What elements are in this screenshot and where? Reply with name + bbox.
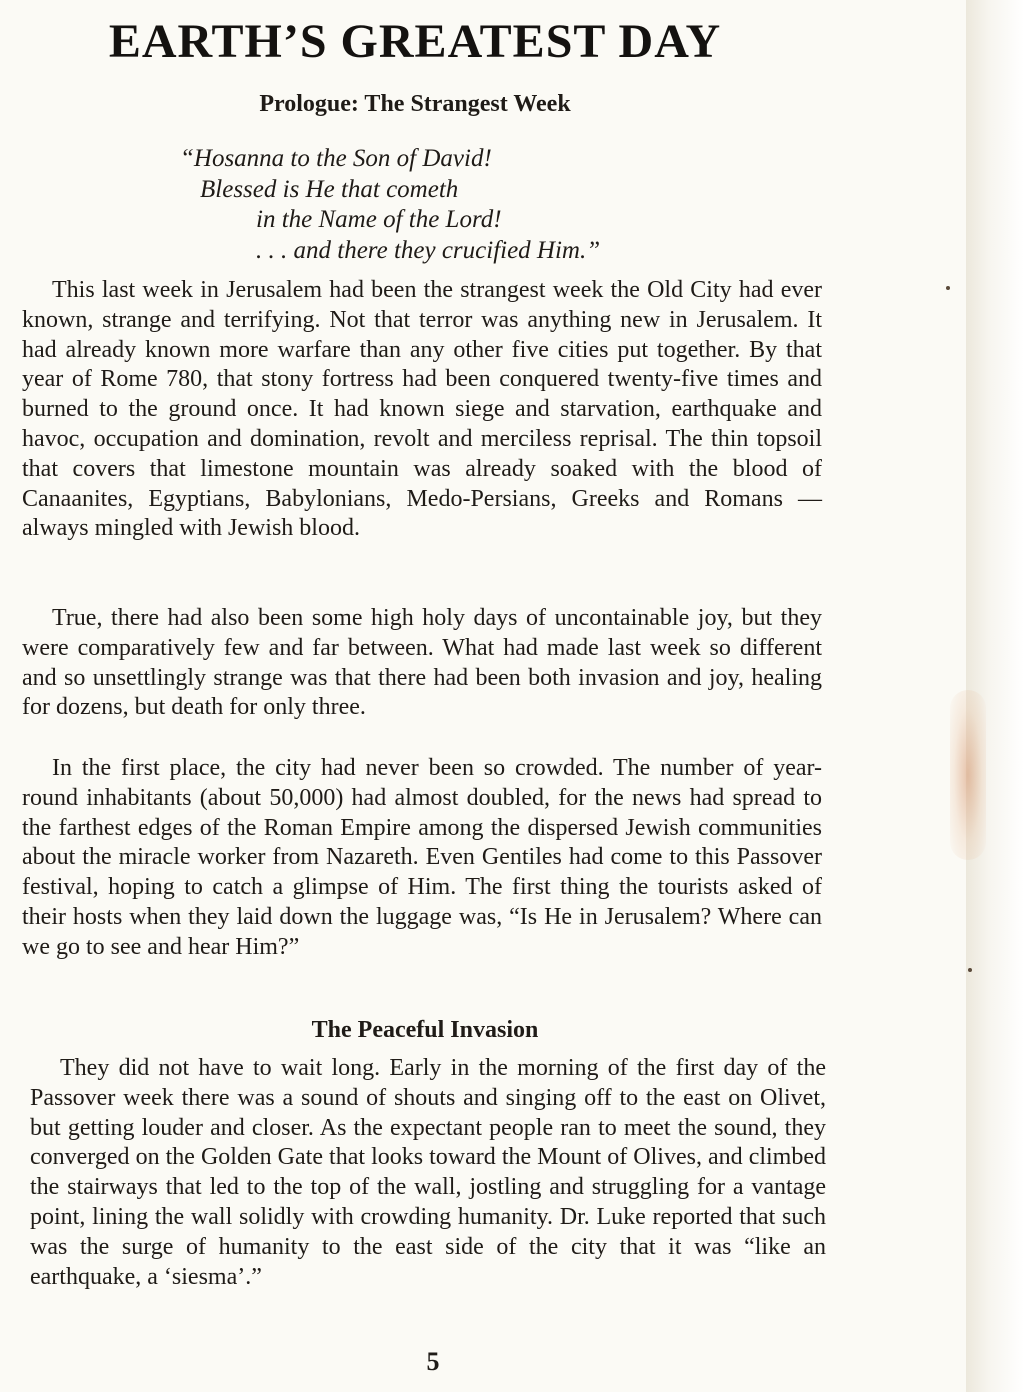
section-heading: The Peaceful Invasion	[311, 1017, 539, 1043]
speck	[968, 968, 972, 972]
paragraph-crowded-city: In the first place, the city had never been so crowded. The number of year-round inhabitants (about 50,000) had almost doubled, for the news had spread to the farthest edges of the Roman Empire among the dispersed Jewish communities about the miracle worker from Nazareth. Even Gentiles had come to this Passover festival, hoping to catch a glimpse of Him. The first thing the tourists asked of their hosts when they laid down the luggage was, “Is He in Jerusalem? Where can we go to see and hear Him?”	[22, 755, 822, 960]
book-title: EARTH’S GREATEST DAY	[108, 15, 722, 68]
paper-stain	[950, 690, 986, 860]
prologue-heading: Prologue: The Strangest Week	[259, 91, 571, 117]
page-number: 5	[426, 1347, 440, 1376]
epigraph-line: in the Name of the Lord!	[256, 206, 502, 233]
epigraph-line: “Hosanna to the Son of David!	[180, 145, 492, 172]
epigraph-line: Blessed is He that cometh	[200, 175, 459, 203]
paragraph-strangest-week: This last week in Jerusalem had been the strangest week the Old City had ever known, strange and terrifying. Not that terror was anything new in Jerusalem. It had already known more warfare than any other five cities put together. By that year of Rome 780, that stony fortress had been conquered twenty-five times and burned to the ground once. It had known siege and starvation, earthquake and havoc, occupation and domination, revolt and merciless reprisal. The thin topsoil that covers that limestone mountain was already soaked with the blood of Canaanites, Egyptians, Babylonians, Medo-Persians, Greeks and Romans — always mingled with Jewish blood.	[22, 277, 822, 542]
epigraph	[180, 144, 600, 266]
paragraph-peaceful-invasion: They did not have to wait long. Early in the morning of the first day of the Passover week there was a sound of shouts and singing off to the east on Olivet, but getting louder and closer. As the expectant people ran to meet the sound, they converged on the Golden Gate that looks toward the Mount of Olives, and climbed the stairways that led to the top of the wall, jostling and struggling for a vantage point, lining the wall solidly with crowding humanity. Dr. Luke reported that such was the surge of humanity to the east side of the city that it was “like an earthquake, a ‘siesma’.”	[30, 1055, 826, 1290]
paragraph-holy-days: True, there had also been some high holy days of uncontainable joy, but they were comparatively few and far between. What had made last week so different and so unsettlingly strange was that there had been both invasion and joy, healing for dozens, but death for only three.	[22, 605, 822, 721]
epigraph-line: . . . and there they crucified Him.”	[256, 236, 601, 264]
speck	[946, 286, 950, 290]
